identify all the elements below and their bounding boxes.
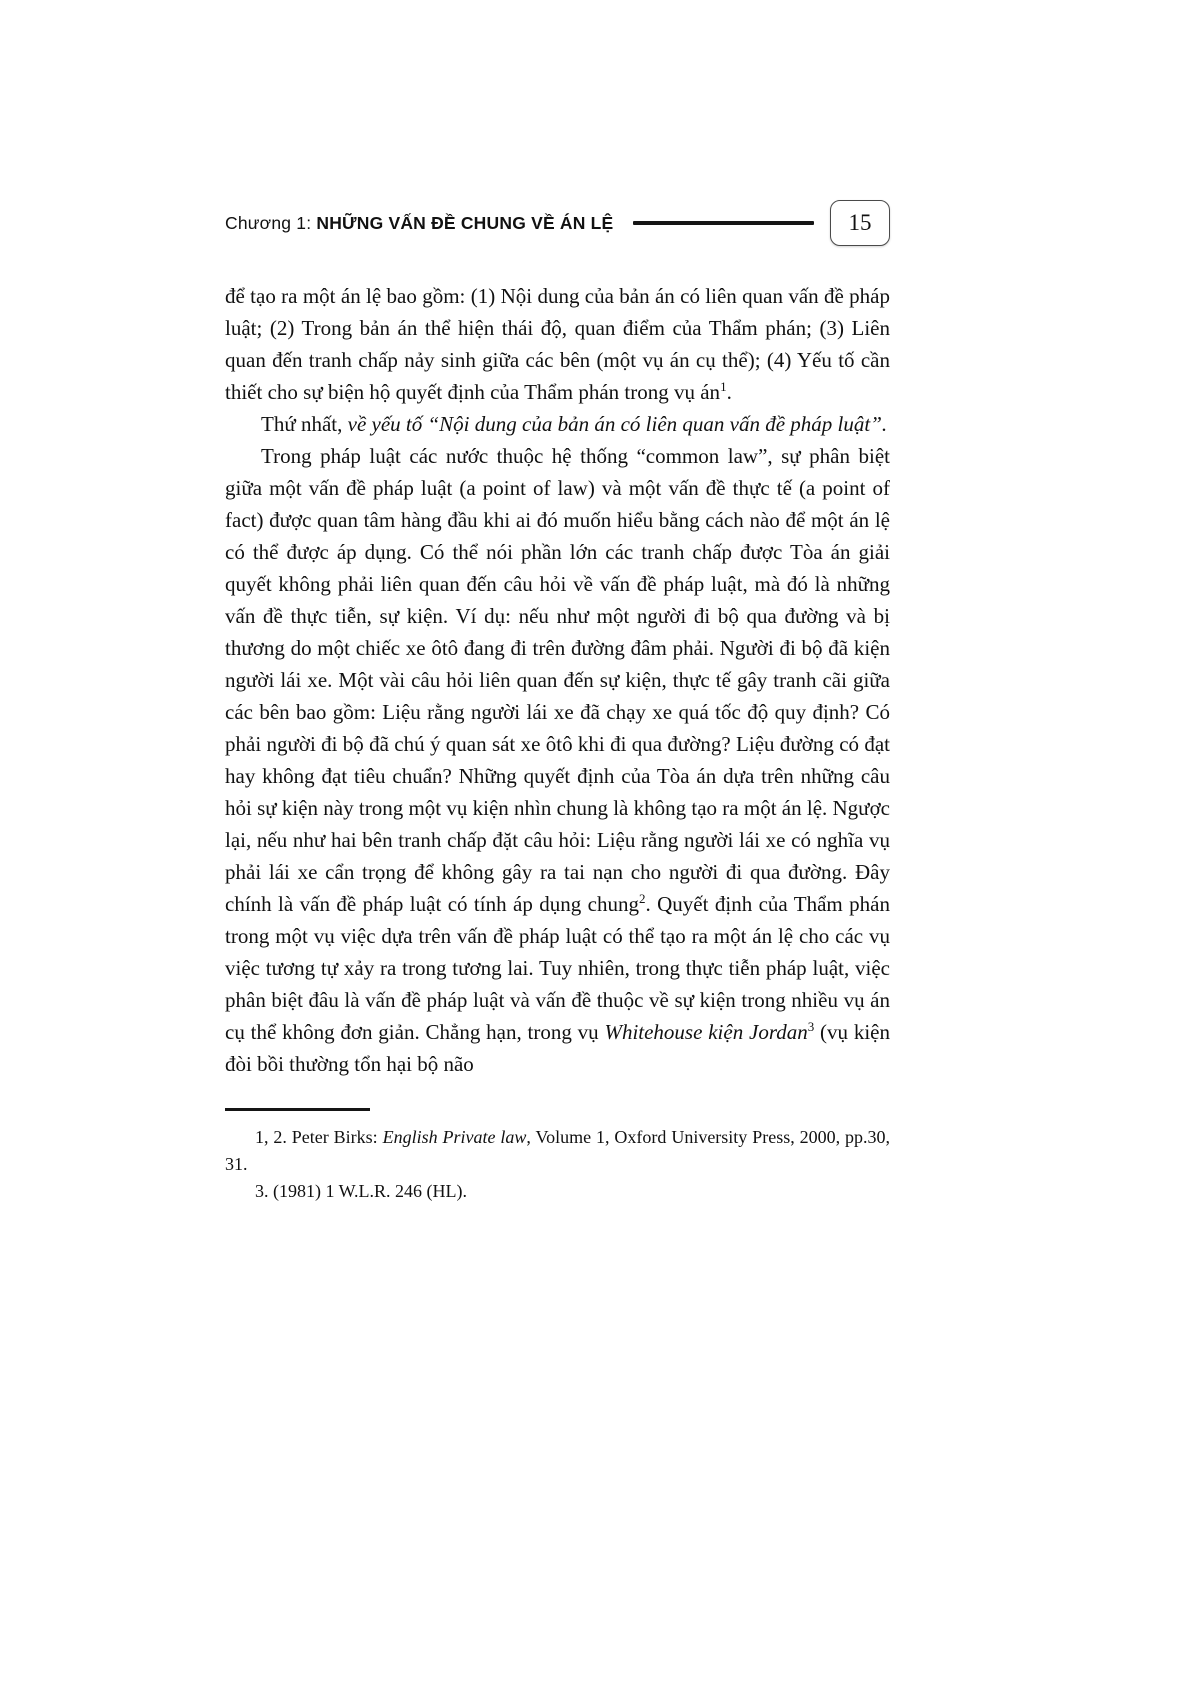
paragraph: Trong pháp luật các nước thuộc hệ thống “common law”, sự phân biệt giữa một vấn đề pháp luật (a point of law) và một vấn đề thực tế (a point of fact) được quan tâm hàng đầu khi ai đó muốn hiểu bằng cách nào để một án lệ có thể được áp dụng. Có thể nói phần lớn các tranh chấp được Tòa án giải quyết không phải liên quan đến câu hỏi về vấn đề pháp luật, mà đó là những vấn đề thực tiễn, sự kiện. Ví dụ: nếu như một người đi bộ qua đường và bị thương do một chiếc xe ôtô đang đi trên đường đâm phải. Người đi bộ đã kiện người lái xe. Một vài câu hỏi liên quan đến sự kiện, thực tế gây tranh cãi giữa các bên bao gồm: Liệu rằng người lái xe đã chạy xe quá tốc độ quy định? Có phải người đi bộ đã chú ý quan sát xe ôtô khi đi qua đường? Liệu đường có đạt hay không đạt tiêu chuẩn? Những quyết định của Tòa án dựa trên những câu hỏi sự kiện này trong một vụ kiện nhìn chung là không tạo ra một án lệ. Ngược lại, nếu như hai bên tranh chấp đặt câu hỏi: Liệu rằng người lái xe có nghĩa vụ phải lái xe cẩn trọng để không gây ra tai nạn cho người đi qua đường. Đây chính là vấn đề pháp luật có tính áp dụng chung$^2$. Quyết định của Thẩm phán trong một vụ việc dựa trên vấn đề pháp luật có thể tạo ra một án lệ cho các vụ việc tương tự xảy ra trong tương lai. Tuy nhiên, trong thực tiễn pháp luật, việc phân biệt đâu là vấn đề pháp luật và vấn đề thuộc về sự kiện trong nhiều vụ án cụ thể không đơn giản. Chẳng hạn, trong vụ Whitehouse kiện Jordan$^3$ (vụ kiện đòi bồi thường tổn hại bộ não: [225, 444, 891, 1076]
page-number: 15: [848, 210, 872, 235]
paragraph: để tạo ra một án lệ bao gồm: (1) Nội dung của bản án có liên quan vấn đề pháp luật; (2) Trong bản án thể hiện thái độ, quan điểm của Thẩm phán; (3) Liên quan đến tranh chấp nảy sinh giữa các bên (một vụ án cụ thể); (4) Yếu tố cần thiết cho sự biện hộ quyết định của Thẩm phán trong vụ $án^1$.: [225, 284, 890, 404]
chapter-prefix: Chương 1:: [225, 212, 312, 233]
footnote-separator: [225, 1108, 370, 1111]
header-rule: [633, 221, 814, 225]
footnotes: [225, 1124, 890, 1205]
chapter-title: NHỮNG VẤN ĐỀ CHUNG VỀ ÁN LỆ: [316, 212, 614, 233]
footnote: 1, 2. Peter Birks: English Private law, Volume 1, Oxford University Press, 2000, pp.30, 31.: [225, 1126, 891, 1174]
chapter-heading: [225, 213, 613, 234]
page-header: [225, 200, 890, 246]
paragraph: Thứ nhất, về yếu tố “Nội dung của bản án có liên quan vấn đề pháp luật”.: [261, 412, 888, 436]
page-number-box: [830, 200, 890, 246]
body-paragraphs: [225, 280, 890, 1080]
footnote: 3. (1981) 1 W.L.R. 246 (HL).: [255, 1180, 467, 1201]
